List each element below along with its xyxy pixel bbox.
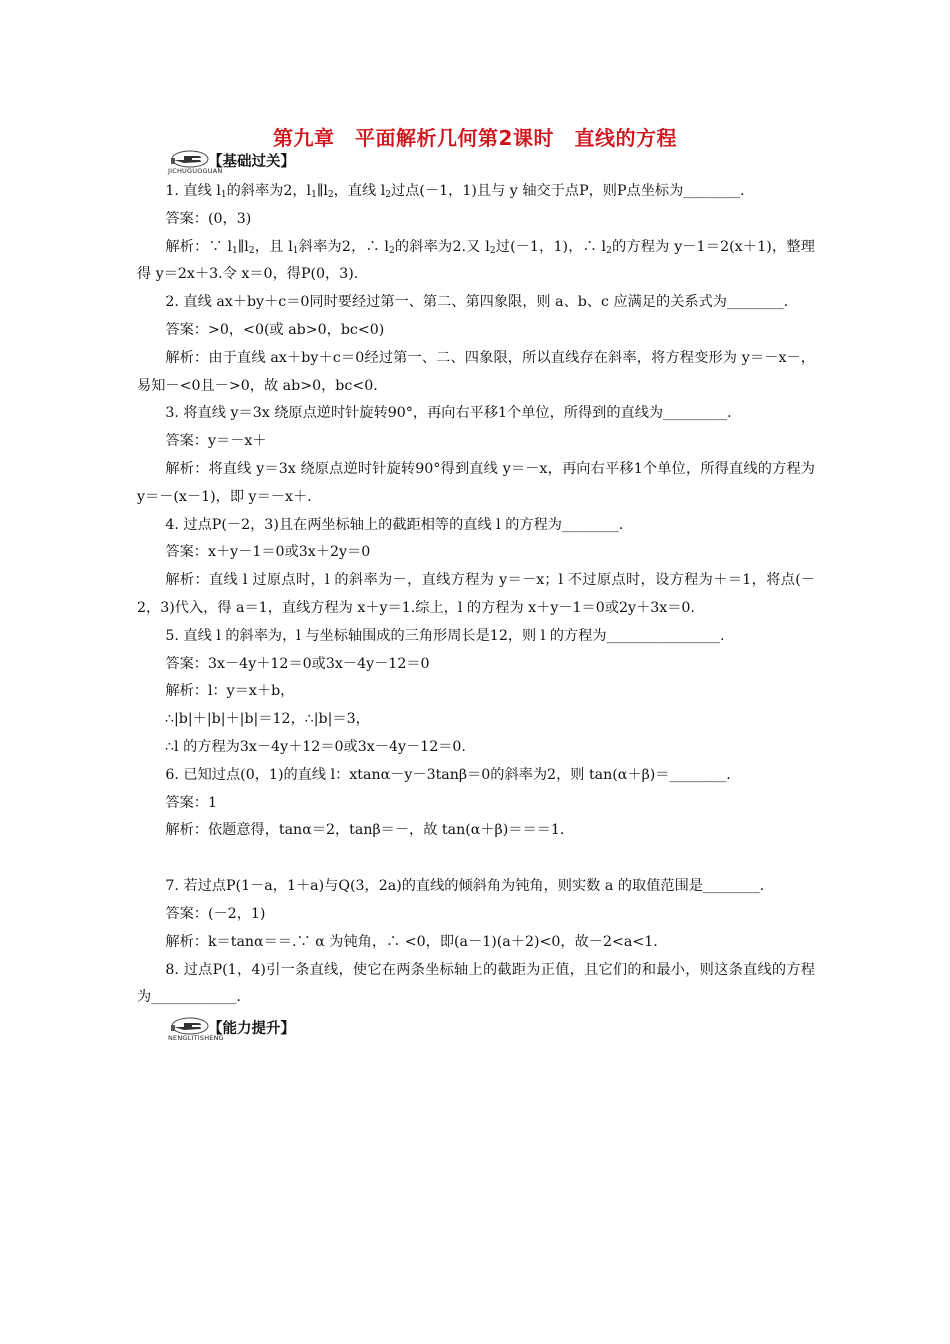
analysis-5-line1: 解析：l：y＝x＋b， — [165, 683, 295, 700]
section-header-basic — [168, 150, 295, 176]
question-8: 8. 过点P(1，4)引一条直线，使它在两条坐标轴上的截距为正值，且它们的和最小，则这条直线的方程为____________. — [137, 961, 815, 1006]
analysis-6: 解析：依题意得，tanα＝2，tanβ＝－，故 tan(α＋β)＝＝＝1. — [165, 822, 565, 839]
pointing-hand-icon — [168, 150, 223, 176]
page-title: 第九章 平面解析几何第2课时 直线的方程 — [273, 126, 677, 150]
pointing-hand-icon — [168, 1017, 224, 1043]
section-header-advanced — [168, 1017, 295, 1043]
question-1: 1. 直线 $l_1$的斜率为2，$l_1\parallel l_2$，直线 $l_2$过点(－1，1)且与 y 轴交于点P，则P点坐标为________. — [165, 183, 745, 200]
analysis-7: 解析：k＝tanα＝＝.∵ α 为钝角，∴ <0，即(a－1)(a＋2)<0，故－2<a<1. — [165, 933, 658, 950]
section-spacer — [137, 845, 815, 873]
section-label: 【能力提升】 — [208, 1021, 295, 1037]
analysis-5-line3: ∴l 的方程为3x－4y＋12＝0或3x－4y－12＝0. — [165, 738, 466, 755]
section-label: 【基础过关】 — [208, 154, 295, 170]
answer-1: 答案：(0，3) — [165, 210, 252, 227]
question-2: 2. 直线 ax＋by＋c＝0同时要经过第一、第二、第四象限，则 a、b、c 应满足的关系式为________. — [165, 294, 789, 311]
answer-4: 答案：x＋y－1＝0或3x＋2y＝0 — [165, 544, 371, 561]
question-3: 3. 将直线 y＝3x 绕原点逆时针旋转90°，再向右平移1个单位，所得到的直线为_________. — [165, 405, 732, 422]
section-pinyin: NENGLITISHENG — [168, 1034, 224, 1042]
answer-2: 答案：>0，<0(或 ab>0，bc<0) — [165, 321, 385, 338]
analysis-1: 解析：∵ $l_1\parallel l_2$，且 $l_1$斜率为2，∴ $l_2$的斜率为2.又 $l_2$过(－1，1)，∴ $l_2$的方程为 y－1＝2(x＋1)，整理得 y＝2x＋3.令 x＝0，得P(0，3). — [137, 238, 815, 283]
answer-7: 答案：(－2，1) — [165, 905, 266, 922]
question-7: 7. 若过点P(1－a，1＋a)与Q(3，2a)的直线的倾斜角为钝角，则实数 a 的取值范围是________. — [165, 878, 765, 895]
answer-3: 答案：y＝－x＋ — [165, 433, 267, 450]
question-4: 4. 过点P(－2，3)且在两坐标轴上的截距相等的直线 l 的方程为________. — [165, 516, 624, 533]
analysis-3: 解析：将直线 y＝3x 绕原点逆时针旋转90°得到直线 y＝－x，再向右平移1个单位，所得直线的方程为 y＝－(x－1)，即 y＝－x＋. — [137, 460, 815, 505]
question-5: 5. 直线 l 的斜率为，l 与坐标轴围成的三角形周长是12，则 l 的方程为________________. — [165, 627, 725, 644]
content-body — [137, 178, 815, 1012]
section-pinyin: JICHUGUOGUAN — [168, 167, 223, 175]
analysis-4: 解析：直线 l 过原点时，l 的斜率为－，直线方程为 y＝－x；l 不过原点时，设方程为＋＝1，将点(－2，3)代入，得 a＝1，直线方程为 x＋y＝1.综上，l 的方程为 x＋y－1＝0或2y＋3x＝0. — [137, 572, 815, 616]
analysis-2: 解析：由于直线 ax＋by＋c＝0经过第一、二、四象限，所以直线存在斜率，将方程变形为 y＝－x－，易知－<0且－>0，故 ab>0，bc<0. — [137, 349, 815, 394]
analysis-5-line2: ∴|b|＋|b|＋|b|＝12，∴|b|＝3， — [165, 711, 370, 728]
answer-6: 答案：1 — [165, 794, 217, 811]
question-6: 6. 已知过点(0，1)的直线 l：xtanα－y－3tanβ＝0的斜率为2，则 tan(α＋β)＝________. — [165, 766, 731, 783]
answer-5: 答案：3x－4y＋12＝0或3x－4y－12＝0 — [165, 655, 430, 672]
